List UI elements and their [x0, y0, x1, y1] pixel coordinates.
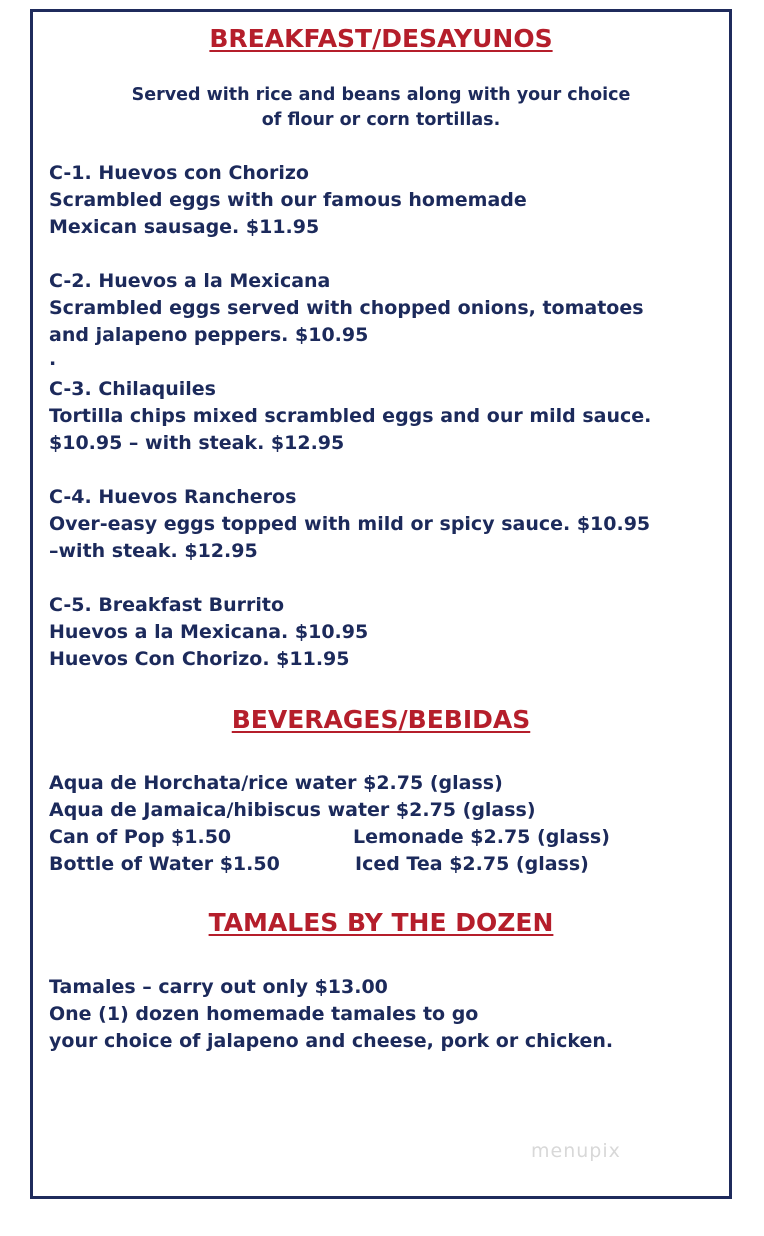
beverage-left: Bottle of Water $1.50 — [49, 853, 280, 875]
menu-item-title: C-3. Chilaquiles — [49, 378, 216, 400]
menu-item-description: $10.95 – with steak. $12.95 — [49, 432, 345, 454]
breakfast-note-line1: Served with rice and beans along with your choice — [131, 85, 631, 105]
tamales-line: One (1) dozen homemade tamales to go — [49, 1003, 479, 1025]
menu-item-description: Tortilla chips mixed scrambled eggs and our mild sauce. — [49, 405, 652, 427]
menupix-watermark: menupix — [531, 1140, 621, 1162]
breakfast-note-line2: of flour or corn tortillas. — [261, 110, 501, 130]
breakfast-heading: BREAKFAST/DESAYUNOS — [209, 24, 553, 53]
menu-item-description: –with steak. $12.95 — [49, 540, 258, 562]
tamales-line: Tamales – carry out only $13.00 — [49, 976, 388, 998]
beverage-line: Aqua de Horchata/rice water $2.75 (glass) — [49, 772, 503, 794]
beverages-heading: BEVERAGES/BEBIDAS — [231, 705, 531, 734]
stray-dot: . — [49, 348, 57, 370]
menu-item-title: C-2. Huevos a la Mexicana — [49, 270, 331, 292]
menu-item-title: C-5. Breakfast Burrito — [49, 594, 285, 616]
menu-item-title: C-4. Huevos Rancheros — [49, 486, 297, 508]
tamales-heading: TAMALES BY THE DOZEN — [208, 908, 554, 937]
menu-item-description: Huevos Con Chorizo. $11.95 — [49, 648, 350, 670]
menu-item-description: Scrambled eggs with our famous homemade — [49, 189, 527, 211]
menu-item-description: Huevos a la Mexicana. $10.95 — [49, 621, 369, 643]
menu-item-description: Mexican sausage. $11.95 — [49, 216, 320, 238]
menu-item-description: Scrambled eggs served with chopped onions, tomatoes — [49, 297, 644, 319]
menu-frame — [30, 9, 732, 1199]
beverage-right: Lemonade $2.75 (glass) — [353, 826, 610, 848]
tamales-line: your choice of jalapeno and cheese, pork or chicken. — [49, 1030, 614, 1052]
beverage-line: Aqua de Jamaica/hibiscus water $2.75 (glass) — [49, 799, 536, 821]
menu-item-description: and jalapeno peppers. $10.95 — [49, 324, 369, 346]
beverage-left: Can of Pop $1.50 — [49, 826, 232, 848]
menu-item-title: C-1. Huevos con Chorizo — [49, 162, 309, 184]
menu-item-description: Over-easy eggs topped with mild or spicy sauce. $10.95 — [49, 513, 651, 535]
beverage-right: Iced Tea $2.75 (glass) — [355, 853, 589, 875]
